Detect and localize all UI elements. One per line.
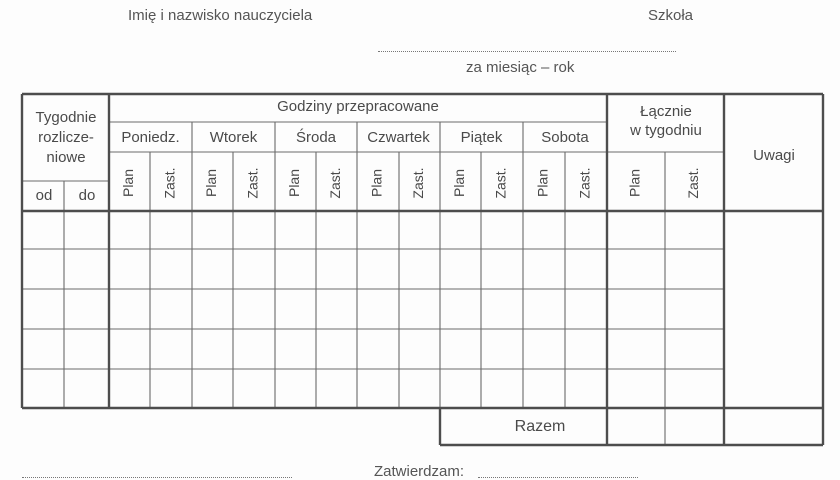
weeks-header-line: rozlicze- [38,128,94,146]
plan-label: Plan [203,168,220,198]
to-label: do [78,186,96,204]
day-header: Sobota [541,128,589,146]
day-header: Wtorek [209,128,258,146]
plan-label: Plan [368,168,385,198]
remarks-header: Uwagi [753,146,795,164]
substitution-label: Zast. [244,167,261,199]
substitution-label: Zast. [161,167,178,199]
day-header: Piątek [460,128,503,146]
day-header: Poniedz. [121,128,180,146]
plan-label: Plan [626,168,643,198]
day-header: Środa [295,128,337,146]
approve-label: Zatwierdzam: [374,463,465,480]
substitution-label: Zast. [492,167,509,199]
school-label: Szkoła [648,7,694,24]
day-header: Czwartek [367,128,430,146]
hours-worked-header: Godziny przepracowane [277,97,439,115]
period-label: za miesiąc – rok [466,59,575,76]
substitution-label: Zast. [410,167,427,199]
substitution-label: Zast. [576,167,593,199]
substitution-label: Zast. [685,167,702,199]
weekly-total-header-line: w tygodniu [630,121,702,139]
weeks-header-line: Tygodnie [35,108,97,126]
total-label: Razem [514,418,566,436]
bottom-dotted-line-left [22,477,292,478]
plan-label: Plan [534,168,551,198]
substitution-label: Zast. [327,167,344,199]
teacher-name-label: Imię i nazwisko nauczyciela [128,7,313,24]
plan-label: Plan [286,168,303,198]
weekly-total-header-line: Łącznie [640,102,692,120]
from-label: od [35,186,53,204]
approve-dotted-line [478,477,638,478]
plan-label: Plan [120,168,137,198]
weeks-header-line: niowe [46,148,86,166]
plan-label: Plan [451,168,468,198]
